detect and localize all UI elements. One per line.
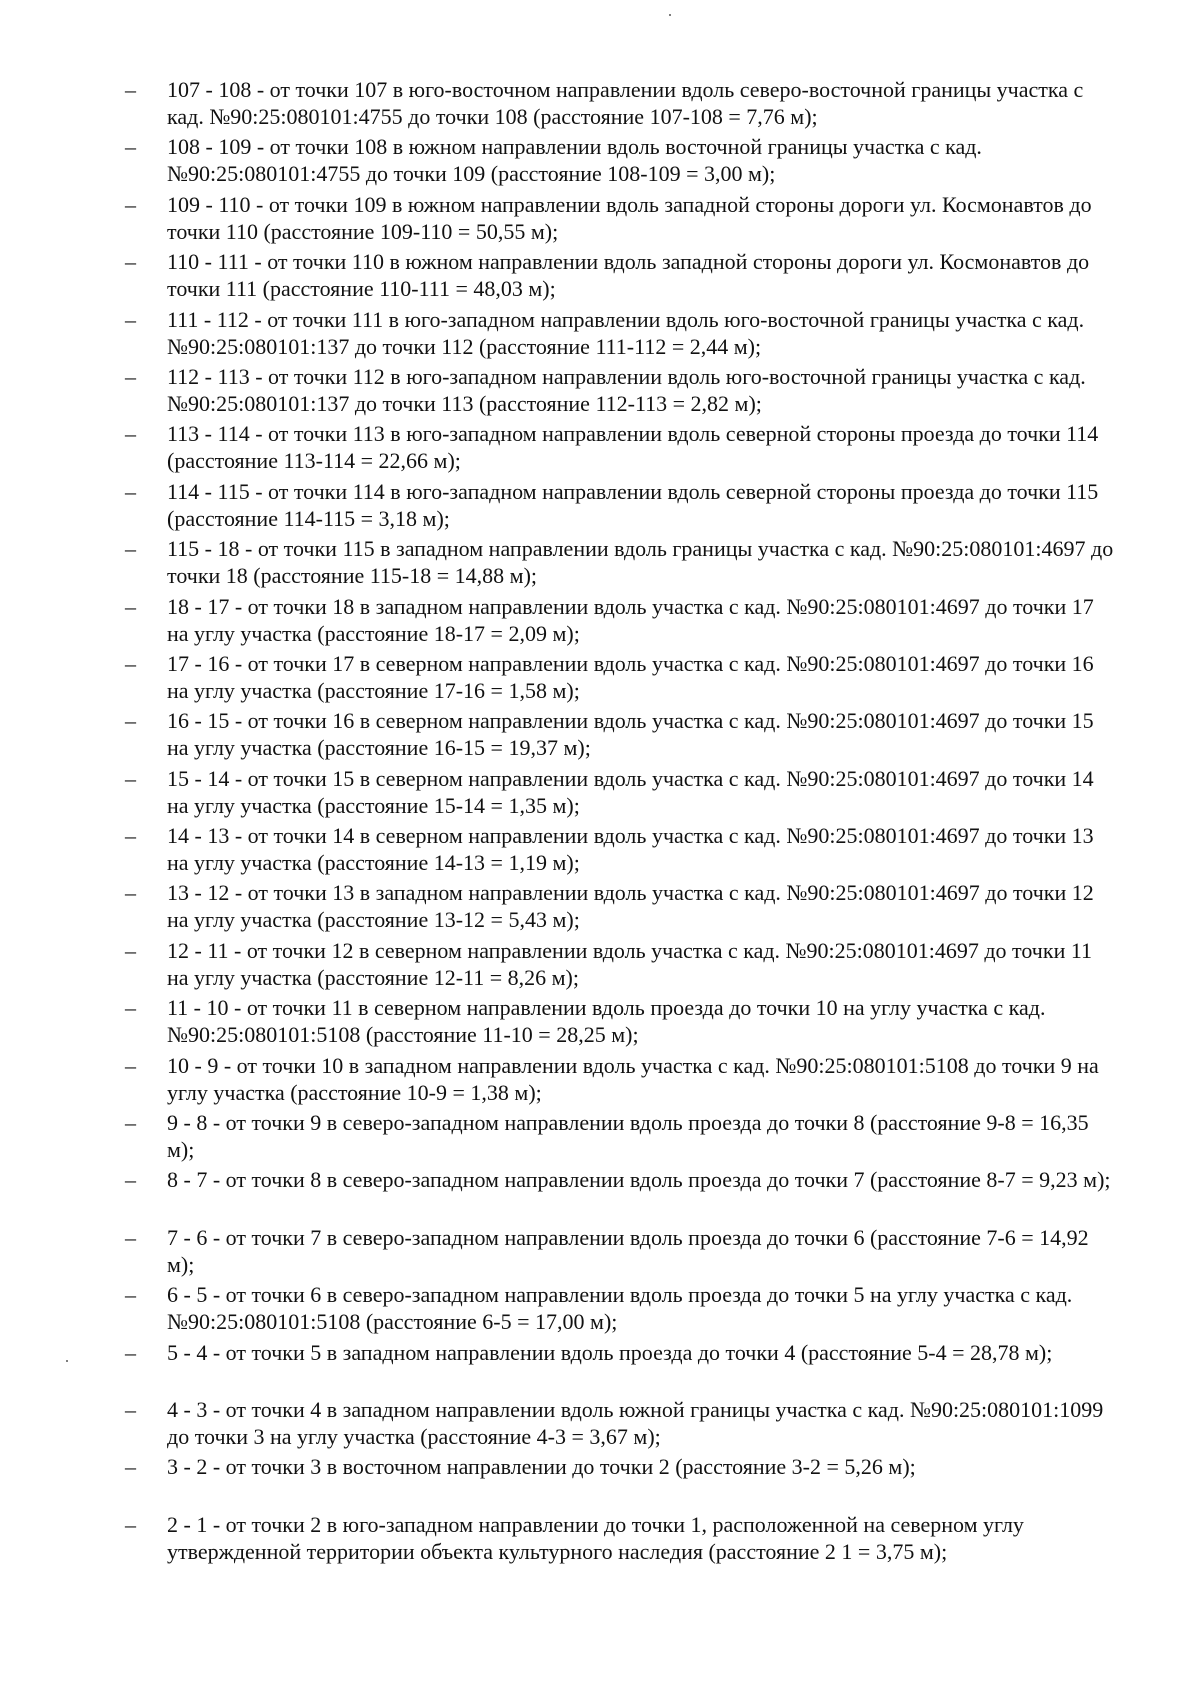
list-item bbox=[0, 1109, 1200, 1166]
list-item-text: 4 - 3 - от точки 4 в западном направлении вдоль южной границы участка с кад. №90:25:080101:1099 до точки 3 на углу участка (расстояние 4-3 = 3,67 м); bbox=[167, 1396, 1104, 1449]
bullet-dash: – bbox=[125, 1167, 136, 1193]
bullet-dash: – bbox=[125, 306, 136, 332]
bullet-dash: – bbox=[125, 937, 136, 963]
bullet-dash: – bbox=[125, 765, 136, 791]
list-item-text: 6 - 5 - от точки 6 в северо-западном направлении вдоль проезда до точки 5 на углу участка с кад. №90:25:080101:5108 (расстояние 6-5 = 17,00 м); bbox=[167, 1282, 1073, 1335]
list-item-text: 7 - 6 - от точки 7 в северо-западном направлении вдоль проезда до точки 6 (расстояние 7-6 = 14,92 м); bbox=[167, 1224, 1089, 1277]
bullet-dash: – bbox=[125, 1454, 136, 1480]
list-item bbox=[0, 1052, 1200, 1109]
list-item-text: 108 - 109 - от точки 108 в южном направлении вдоль восточной границы участка с кад. №90:25:080101:4755 до точки 109 (расстояние 108-109 = 3,00 м); bbox=[167, 134, 982, 187]
bullet-dash: – bbox=[125, 478, 136, 504]
list-item-text: 9 - 8 - от точки 9 в северо-западном направлении вдоль проезда до точки 8 (расстояние 9-8 = 16,35 м); bbox=[167, 1110, 1089, 1163]
list-item bbox=[0, 1281, 1200, 1338]
bullet-dash: – bbox=[125, 1396, 136, 1422]
bullet-dash: – bbox=[125, 1052, 136, 1078]
scan-speck bbox=[669, 14, 671, 16]
list-item bbox=[0, 1339, 1200, 1396]
list-item-text: 115 - 18 - от точки 115 в западном направлении вдоль границы участка с кад. №90:25:080101:4697 до точки 18 (расстояние 115-18 = 14,88 м); bbox=[167, 536, 1114, 589]
bullet-dash: – bbox=[125, 1339, 136, 1365]
list-item bbox=[0, 248, 1200, 305]
list-item-text: 3 - 2 - от точки 3 в восточном направлении до точки 2 (расстояние 3-2 = 5,26 м); bbox=[167, 1454, 916, 1480]
list-item-text: 17 - 16 - от точки 17 в северном направлении вдоль участка с кад. №90:25:080101:4697 до точки 16 на углу участка (расстояние 17-16 = 1,58 м); bbox=[167, 650, 1094, 703]
bullet-dash: – bbox=[125, 1511, 136, 1537]
list-item-text: 15 - 14 - от точки 15 в северном направлении вдоль участка с кад. №90:25:080101:4697 до точки 14 на углу участка (расстояние 15-14 = 1,35 м); bbox=[167, 765, 1094, 818]
list-item-text: 113 - 114 - от точки 113 в юго-западном направлении вдоль северной стороны проезда до точки 114 (расстояние 113-114 = 22,66 м); bbox=[167, 421, 1099, 474]
bullet-dash: – bbox=[125, 823, 136, 849]
list-item-text: 107 - 108 - от точки 107 в юго-восточном направлении вдоль северо-восточной границы участка с кад. №90:25:080101:4755 до точки 108 (расстояние 107-108 = 7,76 м); bbox=[167, 77, 1084, 129]
list-item-text: 16 - 15 - от точки 16 в северном направлении вдоль участка с кад. №90:25:080101:4697 до точки 15 на углу участка (расстояние 16-15 = 19,37 м); bbox=[167, 708, 1094, 761]
list-item bbox=[0, 650, 1200, 707]
list-item bbox=[0, 1511, 1200, 1568]
bullet-dash: – bbox=[125, 1282, 136, 1308]
list-item-text: 109 - 110 - от точки 109 в южном направлении вдоль западной стороны дороги ул. Космонавтов до точки 110 (расстояние 109-110 = 50,55 м); bbox=[167, 191, 1092, 244]
bullet-dash: – bbox=[125, 363, 136, 389]
bullet-dash: – bbox=[125, 249, 136, 275]
list-item-text: 2 - 1 - от точки 2 в юго-западном направлении до точки 1, расположенной на северном углу утвержденной территории объекта культурного наследия (расстояние 2 1 = 3,75 м); bbox=[167, 1511, 1024, 1564]
list-item bbox=[0, 76, 1200, 133]
list-item bbox=[0, 133, 1200, 190]
list-item-text: 10 - 9 - от точки 10 в западном направлении вдоль участка с кад. №90:25:080101:5108 до точки 9 на углу участка (расстояние 10-9 = 1,38 м); bbox=[167, 1052, 1099, 1105]
list-item-text: 112 - 113 - от точки 112 в юго-западном направлении вдоль юго-восточной границы участка с кад. №90:25:080101:137 до точки 113 (расстояние 112-113 = 2,82 м); bbox=[167, 363, 1086, 416]
bullet-dash: – bbox=[125, 1224, 136, 1250]
list-item bbox=[0, 593, 1200, 650]
list-item-text: 18 - 17 - от точки 18 в западном направлении вдоль участка с кад. №90:25:080101:4697 до точки 17 на углу участка (расстояние 18-17 = 2,09 м); bbox=[167, 593, 1094, 646]
list-item bbox=[0, 765, 1200, 822]
list-item-text: 5 - 4 - от точки 5 в западном направлении вдоль проезда до точки 4 (расстояние 5-4 = 28,78 м); bbox=[167, 1339, 1053, 1365]
list-item-text: 114 - 115 - от точки 114 в юго-западном направлении вдоль северной стороны проезда до точки 115 (расстояние 114-115 = 3,18 м); bbox=[167, 478, 1099, 531]
list-item bbox=[0, 822, 1200, 879]
list-item bbox=[0, 1166, 1200, 1223]
bullet-dash: – bbox=[125, 536, 136, 562]
bullet-dash: – bbox=[125, 880, 136, 906]
bullet-dash: – bbox=[125, 1110, 136, 1136]
list-item bbox=[0, 535, 1200, 592]
list-item-text: 8 - 7 - от точки 8 в северо-западном направлении вдоль проезда до точки 7 (расстояние 8-7 = 9,23 м); bbox=[167, 1167, 1111, 1193]
list-item-text: 12 - 11 - от точки 12 в северном направлении вдоль участка с кад. №90:25:080101:4697 до точки 11 на углу участка (расстояние 12-11 = 8,26 м); bbox=[167, 937, 1093, 990]
list-item bbox=[0, 420, 1200, 477]
bullet-dash: – bbox=[125, 191, 136, 217]
bullet-dash: – bbox=[125, 593, 136, 619]
bullet-dash: – bbox=[125, 134, 136, 160]
list-item-text: 110 - 111 - от точки 110 в южном направлении вдоль западной стороны дороги ул. Космонавтов до точки 111 (расстояние 110-111 = 48,03 м); bbox=[167, 249, 1090, 302]
boundary-description-list bbox=[0, 76, 1200, 1568]
list-item bbox=[0, 937, 1200, 994]
list-item bbox=[0, 707, 1200, 764]
bullet-dash: – bbox=[125, 995, 136, 1021]
list-item bbox=[0, 478, 1200, 535]
list-item bbox=[0, 1396, 1200, 1453]
list-item bbox=[0, 994, 1200, 1051]
list-item bbox=[0, 306, 1200, 363]
bullet-dash: – bbox=[125, 708, 136, 734]
list-item-text: 11 - 10 - от точки 11 в северном направлении вдоль проезда до точки 10 на углу участка с кад. №90:25:080101:5108 (расстояние 11-10 = 28,25 м); bbox=[167, 995, 1046, 1048]
list-item bbox=[0, 191, 1200, 248]
list-item-text: 111 - 112 - от точки 111 в юго-западном направлении вдоль юго-восточной границы участка с кад. №90:25:080101:137 до точки 112 (расстояние 111-112 = 2,44 м); bbox=[167, 306, 1085, 359]
bullet-dash: – bbox=[125, 650, 136, 676]
bullet-dash: – bbox=[125, 77, 136, 102]
list-item bbox=[0, 879, 1200, 936]
bullet-dash: – bbox=[125, 421, 136, 447]
list-item-text: 14 - 13 - от точки 14 в северном направлении вдоль участка с кад. №90:25:080101:4697 до точки 13 на углу участка (расстояние 14-13 = 1,19 м); bbox=[167, 823, 1094, 876]
list-item bbox=[0, 1453, 1200, 1510]
list-item bbox=[0, 1224, 1200, 1281]
list-item-text: 13 - 12 - от точки 13 в западном направлении вдоль участка с кад. №90:25:080101:4697 до точки 12 на углу участка (расстояние 13-12 = 5,43 м); bbox=[167, 880, 1094, 933]
list-item bbox=[0, 363, 1200, 420]
